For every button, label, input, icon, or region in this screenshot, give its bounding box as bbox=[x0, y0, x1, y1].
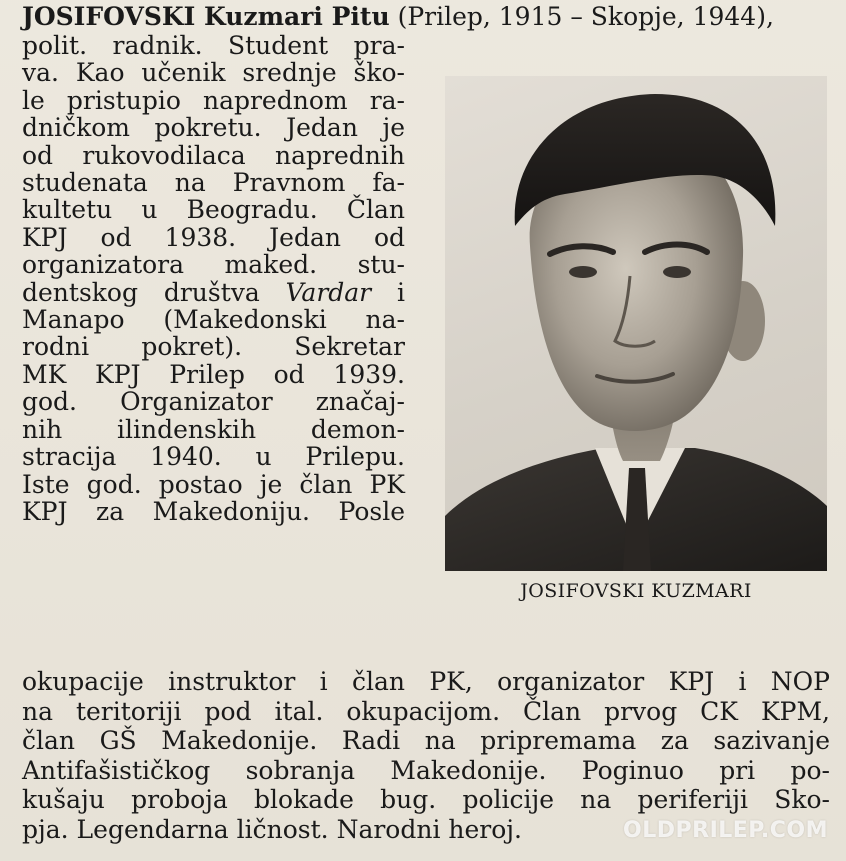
watermark: OLDPRILEP.COM bbox=[623, 818, 828, 843]
text-line: rodni pokret). Sekretar bbox=[22, 332, 405, 362]
text-line: studenata na Pravnom fa- bbox=[22, 168, 405, 198]
text-line: Iste god. postao je član PK bbox=[22, 469, 405, 499]
portrait-illustration bbox=[445, 76, 827, 571]
text-line: Antifašističkog sobranja Makedonije. Poginuo pri po- bbox=[22, 755, 830, 785]
portrait-photo bbox=[445, 76, 827, 571]
text-line: Manapo (Makedonski na- bbox=[22, 305, 405, 335]
text-line: polit. radnik. Student pra- bbox=[22, 31, 405, 60]
text-line: na teritoriji pod ital. okupacijom. Član prvog CK KPM, bbox=[22, 696, 830, 726]
text-line: KPJ od 1938. Jedan od bbox=[22, 222, 405, 252]
text-line-with-italic bbox=[22, 279, 405, 306]
text-fragment: dentskog društva bbox=[22, 277, 286, 307]
text-line: kultetu u Beogradu. Član bbox=[22, 195, 405, 225]
entry-dates: (Prilep, 1915 – Skopje, 1944), bbox=[389, 2, 774, 31]
text-line: MK KPJ Prilep od 1939. bbox=[22, 359, 405, 389]
text-line: od rukovodilaca naprednih bbox=[22, 140, 405, 170]
text-line: va. Kao učenik srednje ško- bbox=[22, 58, 405, 88]
text-line: le pristupio naprednom ra- bbox=[22, 85, 405, 115]
italic-society-name: Vardar bbox=[285, 277, 372, 307]
text-line: okupacije instruktor i član PK, organizator KPJ i NOP bbox=[22, 667, 830, 696]
text-line: organizatora maked. stu- bbox=[22, 250, 405, 280]
text-line: pja. Legendarna ličnost. Narodni heroj. bbox=[22, 814, 522, 844]
photo-caption: JOSIFOVSKI KUZMARI bbox=[520, 580, 752, 602]
text-line: nih ilindenskih demon- bbox=[22, 414, 405, 444]
text-line: član GŠ Makedonije. Radi na pripremama za sazivanje bbox=[22, 726, 830, 755]
text-line: god. Organizator značaj- bbox=[22, 387, 405, 417]
text-line: KPJ za Makedoniju. Posle bbox=[22, 496, 405, 526]
text-fragment: i bbox=[371, 277, 405, 307]
text-line: stracija 1940. u Prilepu. bbox=[22, 442, 405, 472]
text-line: dničkom pokretu. Jedan je bbox=[22, 113, 405, 143]
entry-name: JOSIFOVSKI Kuzmari Pitu bbox=[22, 2, 390, 31]
text-line: kušaju proboja blokade bug. policije na periferiji Sko- bbox=[22, 785, 830, 814]
entry-header bbox=[22, 2, 832, 32]
entry-column-text bbox=[22, 32, 405, 525]
